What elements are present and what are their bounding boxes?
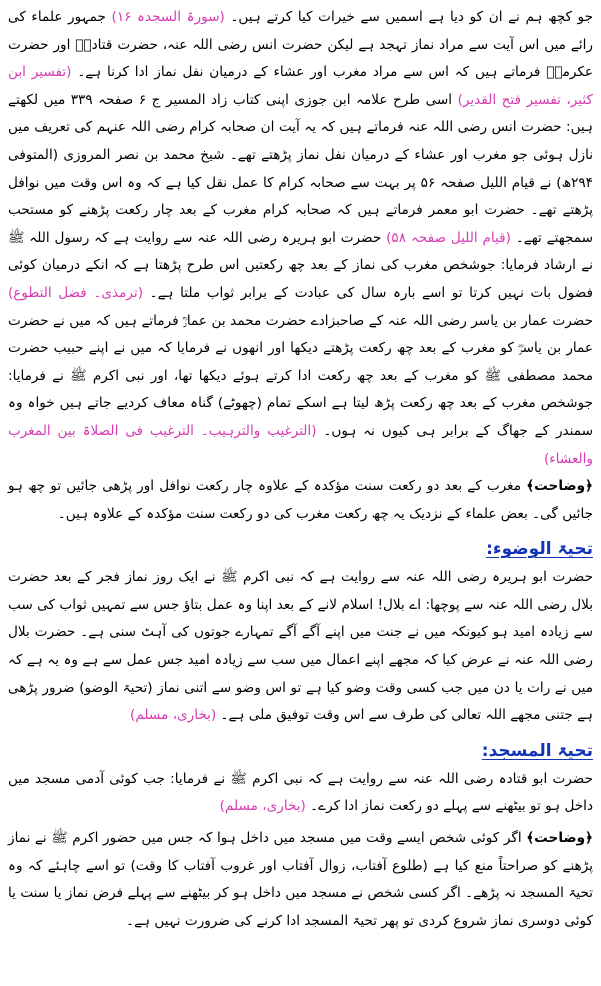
wazahat-maghrib-paragraph [8, 473, 593, 528]
intro-text-5: حضرت عمار بن یاسر رضی اللہ عنہ کے صاحبزادے حضرت محمد بن عمارؒ فرماتے ہیں کہ میں نے حضرت عمار بن یاسرؓ کو مغرب کے بعد چھ رکعت پڑھتے دیکھا اور انھوں نے فرمایا کہ میں نے اپنے حبیب حضرت محمد مصطفی ﷺ کو مغرب کے بعد چھ رکعت ادا کرتے ہوئے دیکھا تھا، اور نبی اکرم ﷺ نے فرمایا: جوشخص مغرب کے بعد چھ رکعت پڑھ لیتا ہے اسکے تمام (چھوٹے) گناہ معاف کردیے جاتے ہیں خواہ وہ سمندر کے جھاگ کے برابر ہی کیوں نہ ہوں۔ [8, 312, 593, 439]
intro-text-4: حضرت ابو ہریرہ رضی اللہ عنہ سے روایت ہے کہ رسول اللہ ﷺ نے ارشاد فرمایا: جوشخص مغرب کی نماز کے بعد چھ رکعتیں اس طرح پڑھتا ہے کہ انکے درمیان کوئی فضول بات نہیں کرتا تو اسے بارہ سال کی عبادت کے برابر ثواب ملتا ہے۔ [8, 229, 593, 301]
wazahat-masjid-text: اگر کوئی شخص ایسے وقت میں مسجد میں داخل ہوا کہ جس میں حضور اکرم ﷺ نے نماز پڑھنے کو صراحتاً منع کیا ہے (طلوع آفتاب، زوال آفتاب اور غروب آفتاب کا وقت) تو اسے چاہئے کہ وہ تحیۃ المسجد نہ پڑھے۔ اگر کسی شخص نے مسجد میں داخل ہو کر بیٹھنے سے پہلے فرض نماز یا سنت یا کوئی دوسری نماز شروع کردی تو پھر تحیۃ المسجد ادا کرنے کی ضرورت نہیں ہے۔ [8, 830, 593, 929]
intro-text-1: جو کچھ ہم نے ان کو دیا ہے اسمیں سے خیرات کیا کرتے ہیں۔ [230, 9, 593, 25]
heading-tahiyyat-al-masjid: تحیۃ المسجد: [481, 740, 593, 761]
intro-text-2: جمہور علماء کی رائے میں اس آیت سے مراد نماز تہجد ہے لیکن حضرت انس رضی اللہ عنہ، حضرت قتادہؒ اور حضرت عکرمہؒ فرماتے ہیں کہ اس سے مراد مغرب اور عشاء کے درمیان نفل نماز ادا کرنا ہے۔ [8, 9, 593, 81]
tahiyyat-al-masjid-paragraph [8, 766, 593, 821]
reference-qiyam-al-layl: (قیام اللیل صفحہ ۵۸) [386, 229, 511, 246]
reference-tirmidhi: (ترمذی۔ فضل التطوع) [8, 284, 144, 301]
reference-targhib: (الترغیب والترہیب۔ الترغیب فی الصلاۃ بین المغرب والعشاء) [8, 422, 593, 467]
wazahat-label: ﴿وضاحت﴾ [526, 830, 593, 847]
intro-text-3: اسی طرح علامہ ابن جوزی اپنی کتاب زاد المسیر ج ۶ صفحہ ۳۳۹ میں لکھتے ہیں: حضرت انس رضی اللہ عنہ فرماتے ہیں کہ یہ آیت ان صحابہ کرام رضی اللہ عنہم کی تعریف میں نازل ہوئی جو مغرب اور عشاء کے درمیان نفل نماز پڑھتے تھے۔ شیخ محمد بن نصر المروزی (المتوفی ۲۹۴ھ) نے قیام اللیل صفحہ ۵۶ پر بہت سے صحابہ کرام کا عمل نقل کیا ہے کہ وہ اس وقت میں نوافل پڑھتے تھے۔ حضرت ابو معمر فرماتے ہیں کہ صحابہ کرام مغرب کے بعد چار رکعت پڑھنے کو مستحب سمجھتے تھے۔ [8, 91, 593, 246]
tahiyyat-al-masjid-text: حضرت ابو قتادہ رضی اللہ عنہ سے روایت ہے کہ نبی اکرم ﷺ نے فرمایا: جب کوئی آدمی مسجد میں داخل ہو تو بیٹھنے سے پہلے دو رکعت نماز ادا کرے۔ [8, 770, 593, 815]
tahiyyat-al-wudu-paragraph [8, 564, 593, 730]
heading-tahiyyat-al-wudu: تحیۃ الوضوء: [486, 539, 593, 560]
reference-bukhari-muslim: (بخاری، مسلم) [219, 798, 306, 815]
reference-tafsir: (تفسیر ابن کثیر، تفسیر فتح القدیر) [8, 64, 593, 108]
tahiyyat-al-wudu-text: حضرت ابو ہریرہ رضی اللہ عنہ سے روایت ہے کہ نبی اکرم ﷺ نے ایک روز نماز فجر کے بعد حضرت بلال رضی اللہ عنہ سے پوچھا: اے بلال! اسلام لانے کے بعد اپنا وہ عمل بتاؤ جس سے تمہیں ثواب کی سب سے زیادہ امید ہو کیونکہ میں نے جنت میں اپنے آگے آگے تمہارے جوتوں کی آہٹ سنی ہے۔ حضرت بلال رضی اللہ عنہ نے عرض کیا کہ مجھے اپنے اعمال میں سب سے زیادہ امید جس عمل سے ہے وہ یہ ہے کہ میں نے رات یا دن میں جب کسی وقت وضو کیا ہے تو اس وضو سے اتنی نماز (تحیۃ الوضو) ضرور پڑھی ہے جتنی مجھے اللہ تعالی کی طرف سے اس وقت توفیق ملی ہے۔ [8, 569, 593, 724]
wazahat-masjid-paragraph [8, 825, 593, 935]
reference-sajdah: (سورۃ السجدہ ۱۶) [111, 9, 225, 25]
wazahat-maghrib-text: مغرب کے بعد دو رکعت سنت مؤکدہ کے علاوہ چار رکعت نوافل اور پڑھی جائیں تو چھ ہو جائیں گی۔ بعض علماء کے نزدیک یہ چھ رکعت مغرب کی دو رکعت سنت مؤکدہ کے علاوہ ہیں۔ [8, 478, 593, 522]
wazahat-label: ﴿وضاحت﴾ [526, 478, 593, 495]
reference-bukhari-muslim: (بخاری، مسلم) [130, 707, 217, 724]
intro-paragraph [8, 4, 593, 473]
